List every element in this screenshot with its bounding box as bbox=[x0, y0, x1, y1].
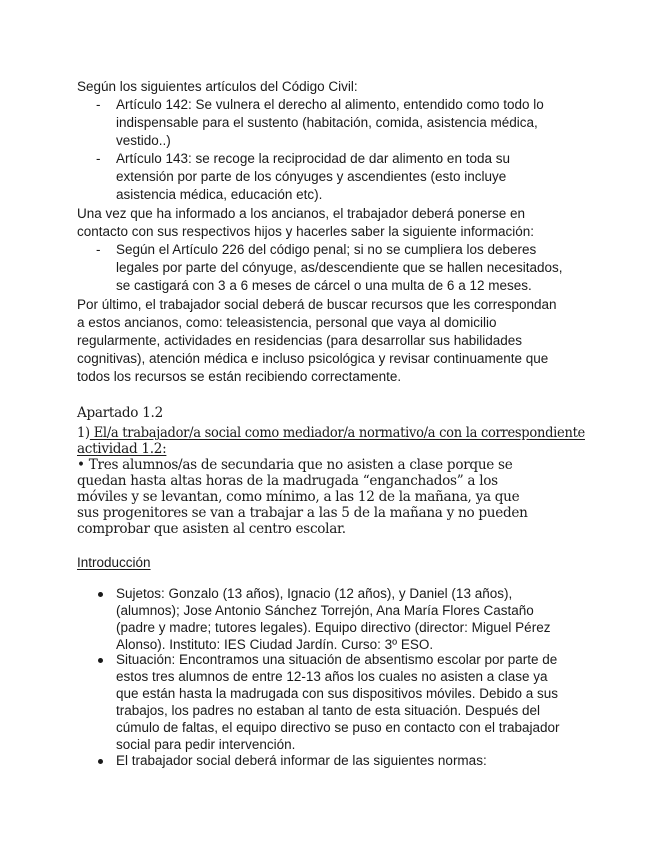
bullet-dot-icon bbox=[98, 658, 103, 663]
situacion-line-4: trabajos, los padres no estaban al tanto de esta situación. Después del bbox=[116, 703, 541, 718]
article-143-line-2: extensión por parte de los cónyuges y ascendientes (esto incluye bbox=[116, 169, 507, 184]
dash-marker: - bbox=[96, 97, 101, 112]
introduccion-title: Introducción bbox=[77, 555, 151, 570]
case-line-1: • Tres alumnos/as de secundaria que no asisten a clase porque se bbox=[77, 457, 513, 473]
section-heading-line-2: actividad 1.2: bbox=[77, 441, 167, 457]
para2-line-2: contacto con sus respectivos hijos y hacerles saber la siguiente información: bbox=[77, 224, 534, 239]
situacion-line-2: estos tres alumnos de entre 12-13 años los cuales no asisten a clase ya bbox=[116, 669, 548, 684]
sujetos-line-4: Alonso). Instituto: IES Ciudad Jardín. Curso: 3º ESO. bbox=[116, 637, 434, 652]
dash-marker: - bbox=[96, 242, 101, 257]
sujetos-line-3: (padre y madre; tutores legales). Equipo directivo (director: Miguel Pérez bbox=[116, 620, 551, 635]
section-heading-text: El/a trabajador/a social como mediador/a normativo/a con la correspondiente bbox=[89, 425, 585, 441]
article-142-line-1: Artículo 142: Se vulnera el derecho al alimento, entendido como todo lo bbox=[116, 97, 544, 112]
normas-line-1: El trabajador social deberá informar de las siguientes normas: bbox=[116, 753, 487, 768]
article-142-line-3: vestido..) bbox=[116, 133, 171, 148]
case-line-3: móviles y se levantan, como mínimo, a las 12 de la mañana, ya que bbox=[77, 489, 520, 505]
intro-line: Según los siguientes artículos del Código Civil: bbox=[77, 79, 358, 94]
situacion-line-6: social para pedir intervención. bbox=[116, 737, 296, 752]
case-line-2: quedan hasta altas horas de la madrugada “enganchados” a los bbox=[77, 473, 498, 489]
para3-line-3: regularmente, actividades en residencias (para desarrollar sus habilidades bbox=[77, 333, 522, 348]
dash-marker: - bbox=[96, 151, 101, 166]
para3-line-5: todos los recursos se están recibiendo correctamente. bbox=[77, 369, 402, 384]
situacion-line-3: que están hasta la madrugada con sus dispositivos móviles. Debido a sus bbox=[116, 686, 558, 701]
case-line-5: comprobar que asisten al centro escolar. bbox=[77, 521, 346, 537]
bullet-dot-icon bbox=[98, 759, 103, 764]
situacion-line-1: Situación: Encontramos una situación de absentismo escolar por parte de bbox=[116, 652, 558, 667]
bullet-dot-icon bbox=[98, 592, 103, 597]
section-heading-number: 1) bbox=[77, 425, 90, 441]
sujetos-line-2: (alumnos); Jose Antonio Sánchez Torrejón, Ana María Flores Castaño bbox=[116, 603, 534, 618]
para3-line-1: Por último, el trabajador social deberá de buscar recursos que les correspondan bbox=[77, 297, 557, 312]
para3-line-2: a estos ancianos, como: teleasistencia, personal que vaya al domicilio bbox=[77, 315, 497, 330]
article-143-line-1: Artículo 143: se recoge la reciprocidad de dar alimento en toda su bbox=[116, 151, 510, 166]
penal-line-2: legales por parte del cónyuge, as/descendiente que se hallen necesitados, bbox=[116, 260, 563, 275]
article-142-line-2: indispensable para el sustento (habitación, comida, asistencia médica, bbox=[116, 115, 538, 130]
para3-line-4: cognitivas), atención médica e incluso psicológica y revisar continuamente que bbox=[77, 351, 549, 366]
penal-line-3: se castigará con 3 a 6 meses de cárcel o una multa de 6 a 12 meses. bbox=[116, 278, 532, 293]
sujetos-line-1: Sujetos: Gonzalo (13 años), Ignacio (12 años), y Daniel (13 años), bbox=[116, 586, 513, 601]
penal-line-1: Según el Artículo 226 del código penal; si no se cumpliera los deberes bbox=[116, 242, 537, 257]
para2-line-1: Una vez que ha informado a los ancianos, el trabajador deberá ponerse en bbox=[77, 206, 526, 221]
apartado-title: Apartado 1.2 bbox=[77, 405, 163, 421]
article-143-line-3: asistencia médica, educación etc). bbox=[116, 187, 323, 202]
section-heading-line-1 bbox=[77, 425, 585, 442]
case-line-4: sus progenitores se van a trabajar a las 5 de la mañana y no pueden bbox=[77, 505, 528, 521]
situacion-line-5: cúmulo de faltas, el equipo directivo se puso en contacto con el trabajador bbox=[116, 720, 560, 735]
